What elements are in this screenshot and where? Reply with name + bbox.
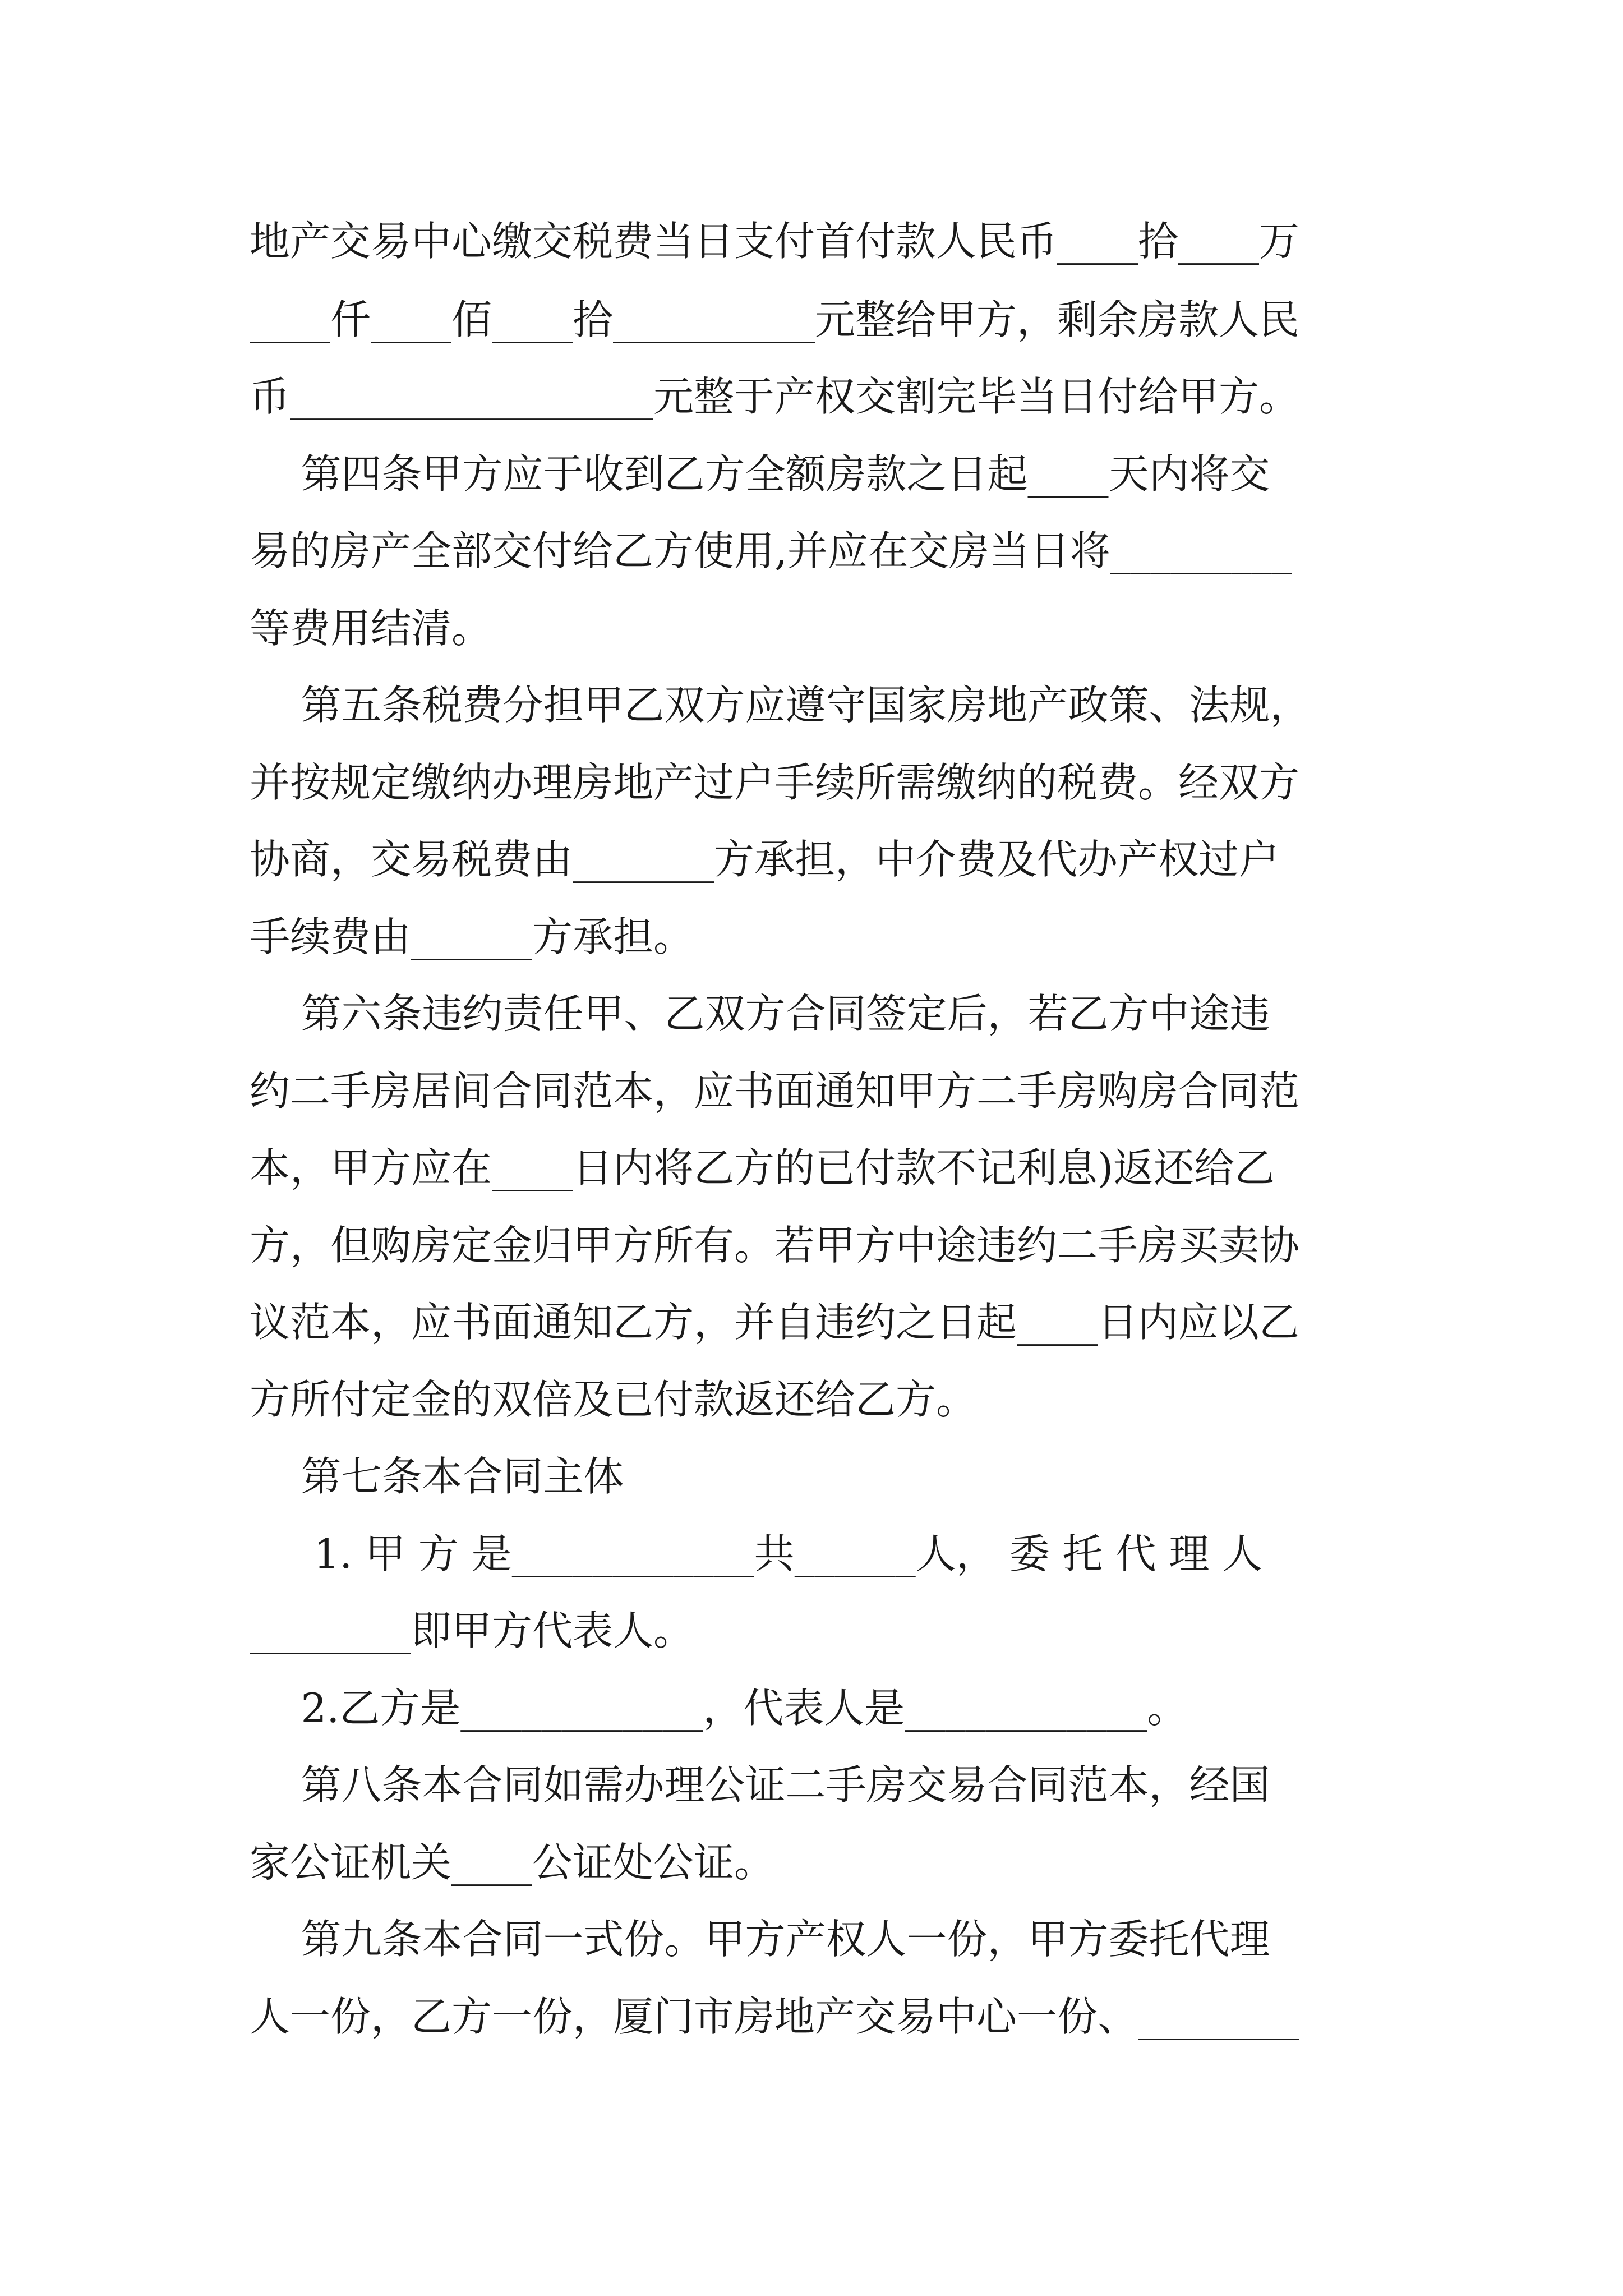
text-line: 人一份，乙方一份，厦门市房地产交易中心一份、________ — [250, 1993, 1300, 2040]
text-line: 第七条本合同主体 — [250, 1453, 624, 1500]
text-line: 第九条本合同一式份。甲方产权人一份，甲方委托代理 — [250, 1916, 1270, 1963]
text-line: 协商，交易税费由_______方承担，中介费及代办产权过户 — [250, 836, 1280, 883]
text-line: 议范本，应书面通知乙方，并自违约之日起____日内应以乙 — [250, 1299, 1300, 1346]
text-line: 2.乙方是____________，代表人是____________。 — [250, 1685, 1188, 1732]
text-line: 方，但购房定金归甲方所有。若甲方中途违约二手房买卖协 — [250, 1222, 1300, 1269]
text-line: 易的房产全部交付给乙方使用,并应在交房当日将_________ — [250, 527, 1292, 574]
text-line: 本，甲方应在____日内将乙方的已付款不记利息)返还给乙 — [250, 1144, 1275, 1191]
text-line: 等费用结清。 — [250, 605, 492, 652]
text-line: 第八条本合同如需办理公证二手房交易合同范本，经国 — [250, 1761, 1270, 1809]
text-line: 手续费由______方承担。 — [250, 913, 694, 960]
text-line: ________即甲方代表人。 — [250, 1607, 694, 1654]
text-line: 第五条税费分担甲乙双方应遵守国家房地产政策、法规， — [250, 682, 1311, 729]
text-line: 第四条甲方应于收到乙方全额房款之日起____天内将交 — [250, 450, 1270, 498]
text-line: 币__________________元整于产权交割完毕当日付给甲方。 — [250, 373, 1300, 420]
text-line: ____仟____佰____拾__________元整给甲方，剩余房款人民 — [250, 296, 1300, 343]
text-line: 方所付定金的双倍及已付款返还给乙方。 — [250, 1376, 977, 1423]
text-line: 家公证机关____公证处公证。 — [250, 1839, 775, 1886]
text-line: 地产交易中心缴交税费当日支付首付款人民币____拾____万 — [250, 218, 1300, 265]
text-line: 约二手房居间合同范本，应书面通知甲方二手房购房合同范 — [250, 1068, 1300, 1115]
text-line: 1. 甲 方 是____________共______人， 委 托 代 理 人 — [250, 1530, 1263, 1577]
text-line: 并按规定缴纳办理房地产过户手续所需缴纳的税费。经双方 — [250, 759, 1300, 806]
text-line: 第六条违约责任甲、乙双方合同签定后，若乙方中途违 — [250, 990, 1270, 1037]
